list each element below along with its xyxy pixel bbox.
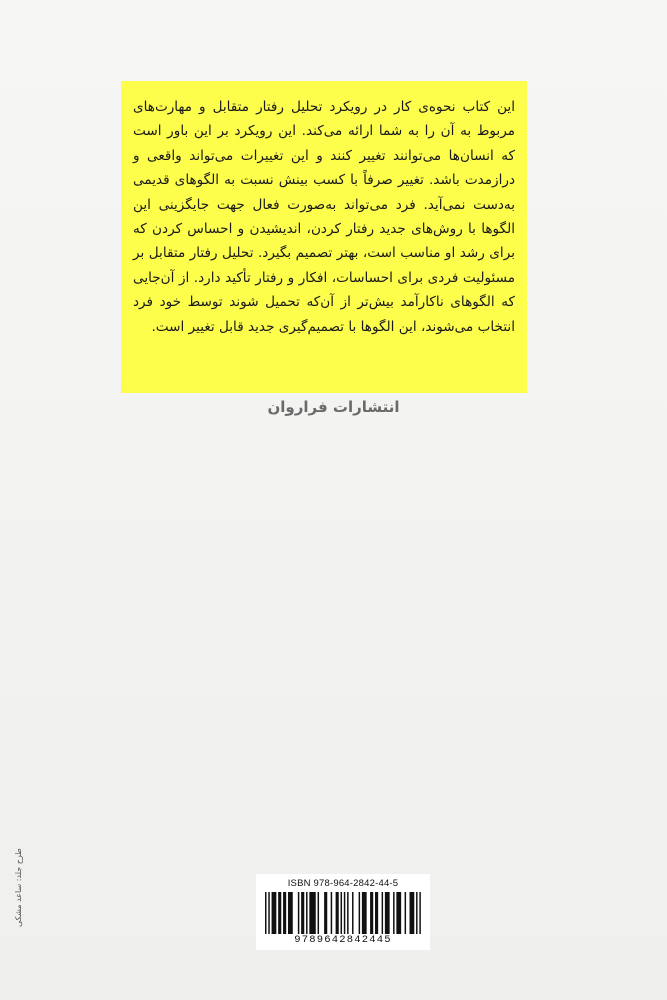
barcode-bar (301, 892, 304, 934)
barcode-bar (336, 892, 339, 934)
barcode-bar (306, 892, 307, 934)
barcode-bar (283, 892, 286, 934)
barcode-bar (268, 892, 269, 934)
barcode-bar (385, 892, 390, 934)
publisher-name: انتشارات فراروان (267, 398, 400, 416)
isbn-text: ISBN 978-964-2842-44-5 (287, 878, 399, 889)
barcode-bar (419, 892, 420, 934)
barcode-bar (370, 892, 373, 934)
cover-designer-credit: طرح جلد: ساعد مشکی (14, 848, 23, 927)
barcode-bar (331, 892, 332, 934)
barcode-bar (298, 892, 299, 934)
barcode-bar (393, 892, 394, 934)
barcode-bar (416, 892, 417, 934)
blurb-box (121, 81, 527, 393)
barcode-bar (375, 892, 378, 934)
barcode-bar (309, 892, 315, 934)
barcode-bar (324, 892, 327, 934)
barcode-label (256, 874, 430, 950)
barcode-bar (278, 892, 281, 934)
blurb-text: این کتاب نحوه‌ی کار در رویکرد تحلیل رفتار متقابل و مهارت‌های مربوط به آن را به شما ارائه می‌کند. این رویکرد بر این باور است که انسان‌ها می‌توانند تغییر کنند و این تغییرات می‌تواند واقعی و درازمدت باشد. تغییر صرفاً با کسب بینش نسبت به الگوهای قدیمی به‌دست نمی‌آید. فرد می‌تواند به‌صورت فعال جهت جایگزینی این الگوها با روش‌های جدید رفتار کردن، اندیشیدن و احساس کردن که برای رشد او مناسب است، بهتر تصمیم بگیرد. تحلیل رفتار متقابل بر مسئولیت فردی برای احساسات، افکار و رفتار تأکید دارد. از آن‌جایی که الگوهای ناکارآمد بیش‌تر از آن‌که تحمیل شوند توسط خود فرد انتخاب می‌شوند، این الگوها با تصمیم‌گیری جدید قابل تغییر است. (133, 99, 515, 335)
barcode-bar (405, 892, 406, 934)
barcode-bar (318, 892, 319, 934)
barcode-bar (341, 892, 342, 934)
barcode-icon (265, 892, 421, 934)
barcode-bar (410, 892, 415, 934)
barcode-bar (272, 892, 277, 934)
barcode-bar (396, 892, 401, 934)
barcode-bar (265, 892, 266, 934)
barcode-bar (359, 892, 360, 934)
barcode-bar (352, 892, 353, 934)
barcode-bar (344, 892, 345, 934)
barcode-bar (347, 892, 348, 934)
barcode-bar (288, 892, 293, 934)
barcode-bar (382, 892, 383, 934)
barcode-bar (362, 892, 367, 934)
barcode-digits: 9789642842445 (294, 934, 392, 946)
